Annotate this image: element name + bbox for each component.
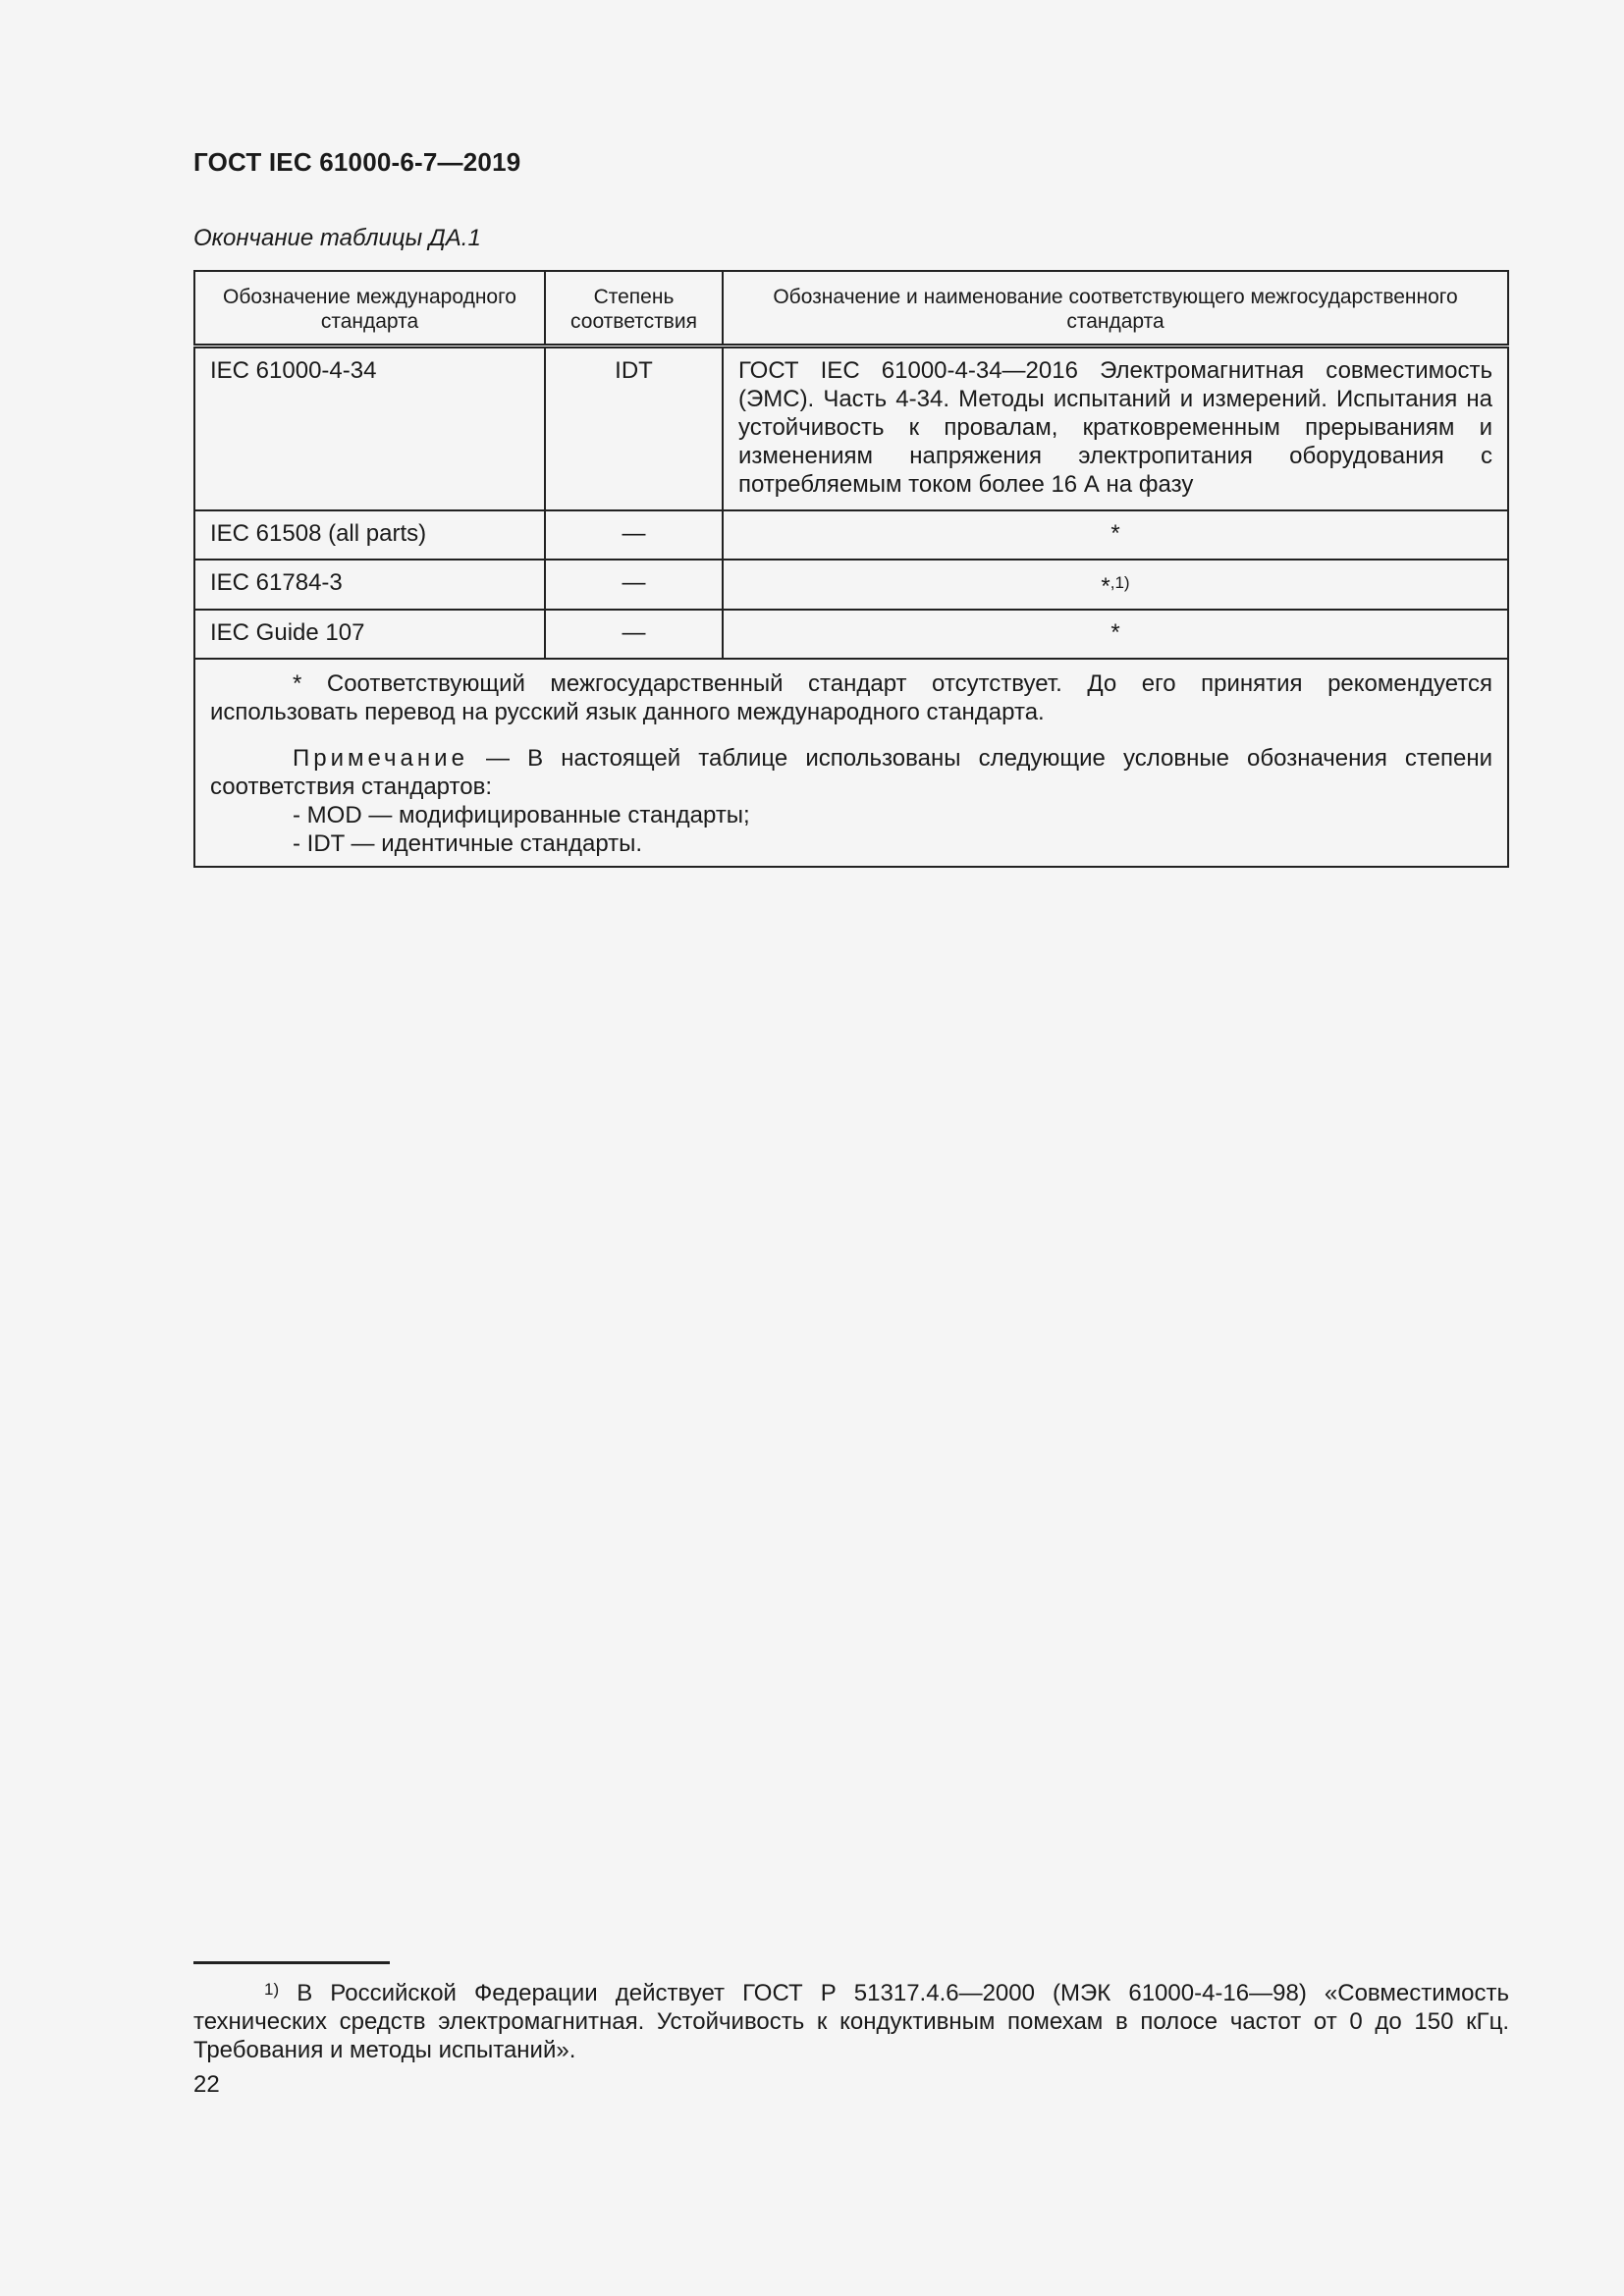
cell-degree: — bbox=[545, 510, 723, 560]
table-footer-row bbox=[194, 659, 1508, 867]
footnote-marker: 1) bbox=[264, 1980, 280, 1999]
footnote-reference: ,1) bbox=[1110, 573, 1130, 592]
cell-international-standard: IEC 61784-3 bbox=[194, 560, 545, 610]
page-footnote bbox=[193, 1975, 1509, 2064]
footnote-separator bbox=[193, 1961, 390, 1964]
page-number: 22 bbox=[193, 2071, 220, 2098]
standards-table bbox=[193, 270, 1509, 868]
cell-degree: IDT bbox=[545, 347, 723, 511]
table-header-row bbox=[194, 271, 1508, 347]
table-note bbox=[210, 744, 1492, 801]
table-footnote: * Соответствующий межгосударственный стандарт отсутствует. До его принятия рекомендуется использовать перевод на русский язык данного международного стандарта. bbox=[210, 670, 1492, 725]
table-row bbox=[194, 510, 1508, 560]
note-item-mod: - MOD — модифицированные стандарты; bbox=[293, 802, 750, 828]
table-row bbox=[194, 347, 1508, 511]
table-row bbox=[194, 610, 1508, 659]
asterisk-mark: * bbox=[1101, 573, 1110, 600]
cell-international-standard: IEC Guide 107 bbox=[194, 610, 545, 659]
note-label: Примечание bbox=[293, 745, 468, 772]
column-header-national: Обозначение и наименование соответствующего межгосударственного стандарта bbox=[723, 271, 1508, 347]
cell-national-standard: * bbox=[723, 510, 1508, 560]
cell-national-standard bbox=[723, 560, 1508, 610]
cell-degree: — bbox=[545, 560, 723, 610]
note-item-idt: - IDT — идентичные стандарты. bbox=[293, 830, 643, 857]
table-notes-cell bbox=[194, 659, 1508, 867]
table-caption: Окончание таблицы ДА.1 bbox=[193, 225, 481, 251]
note-text: — В настоящей таблице использованы следующие условные обозначения степени соответствия стандартов: bbox=[210, 745, 1492, 800]
cell-national-standard: * bbox=[723, 610, 1508, 659]
column-header-international: Обозначение международного стандарта bbox=[194, 271, 545, 347]
table-row bbox=[194, 560, 1508, 610]
footnote-body: В Российской Федерации действует ГОСТ Р 51317.4.6—2000 (МЭК 61000-4-16—98) «Совместимость технических средств электромагнитная. Устойчивость к кондуктивным помехам в полосе частот от 0 до 150 кГц. Требования и методы испытаний». bbox=[193, 1980, 1509, 2063]
cell-international-standard: IEC 61000-4-34 bbox=[194, 347, 545, 511]
cell-international-standard: IEC 61508 (all parts) bbox=[194, 510, 545, 560]
column-header-degree: Степень соответствия bbox=[545, 271, 723, 347]
cell-national-standard: ГОСТ IEC 61000-4-34—2016 Электромагнитная совместимость (ЭМС). Часть 4-34. Методы испытаний и измерений. Испытания на устойчивость к провалам, кратковременным прерываниям и изменениям напряжения электропитания оборудования с потребляемым током более 16 А на фазу bbox=[723, 347, 1508, 511]
cell-degree: — bbox=[545, 610, 723, 659]
document-code-header: ГОСТ IEC 61000-6-7—2019 bbox=[193, 147, 521, 177]
